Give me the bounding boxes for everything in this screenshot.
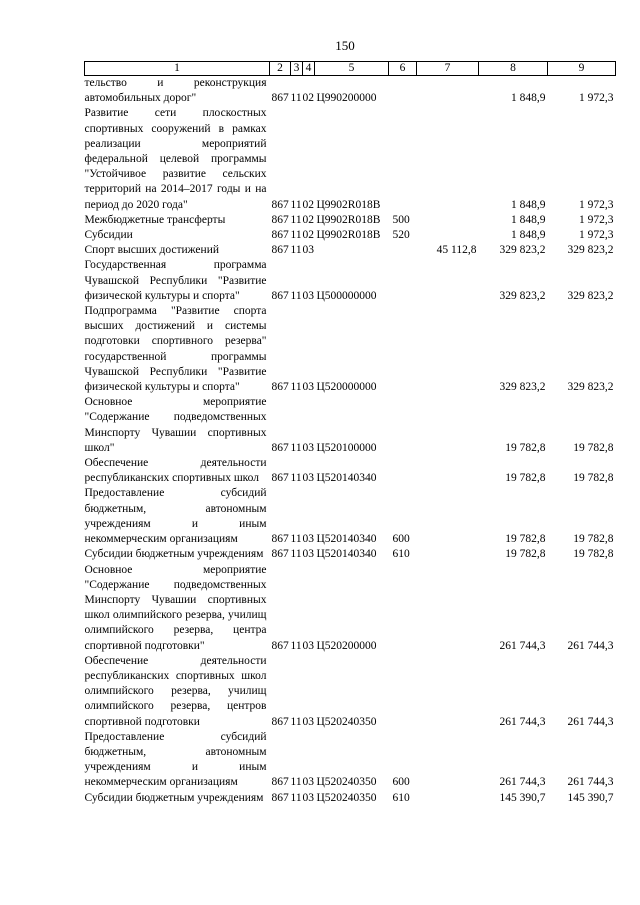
section-code: 11 [290, 244, 302, 257]
row-name: Подпрограмма "Развитие спорта высших достижений и системы подготовки спортивного резерва" государственной программы Чувашской Республики "Развитие физической культуры и спорта" [84, 305, 267, 394]
amount-col-7 [417, 486, 479, 547]
section-code: 11 [290, 639, 302, 652]
amount-col-9: 329 823,2 [567, 289, 614, 302]
department-code: 867 [271, 198, 289, 211]
column-header-7: 7 [417, 62, 479, 76]
subsection-code: 03 [302, 791, 314, 804]
target-article-code: Ц520240350 [316, 791, 377, 804]
row-name: Государственная программа Чувашской Республики "Развитие физической культуры и спорта" [84, 259, 267, 302]
target-article-code: Ц520240350 [316, 776, 377, 789]
amount-col-8: 329 823,2 [499, 289, 546, 302]
amount-col-7 [417, 228, 479, 243]
amount-col-8: 19 782,8 [505, 472, 546, 485]
section-code: 11 [290, 791, 302, 804]
expense-type-code [389, 456, 417, 486]
amount-col-9: 329 823,2 [567, 244, 614, 257]
amount-col-8: 261 744,3 [499, 776, 546, 789]
row-name: Основное мероприятие "Содержание подведомственных Минспорту Чувашии спортивных школ" [84, 396, 267, 454]
table-row [85, 243, 616, 258]
amount-col-7 [417, 547, 479, 562]
amount-col-7: 45 112,8 [436, 244, 477, 257]
budget-table [84, 61, 616, 806]
table-row [85, 456, 616, 486]
row-name: Спорт высших достижений [84, 244, 220, 257]
table-row [85, 76, 616, 107]
subsection-code: 03 [302, 441, 314, 454]
expense-type-code: 520 [392, 229, 410, 242]
amount-col-7 [417, 395, 479, 456]
row-name: Предоставление субсидий бюджетным, автономным учреждениям и иным некоммерческим организациям [84, 487, 267, 546]
expense-type-code [389, 563, 417, 654]
column-header-6: 6 [389, 62, 417, 76]
amount-col-9: 329 823,2 [567, 381, 614, 394]
amount-col-9: 261 744,3 [567, 639, 614, 652]
department-code: 867 [271, 244, 289, 257]
amount-col-7 [417, 76, 479, 107]
amount-col-7 [417, 456, 479, 486]
amount-col-7 [417, 791, 479, 806]
amount-col-8: 261 744,3 [499, 639, 546, 652]
table-row [85, 730, 616, 791]
column-header-4: 4 [303, 62, 315, 76]
table-row [85, 547, 616, 562]
row-name: тельство и реконструкция автомобильных дорог" [84, 77, 267, 105]
amount-col-8: 1 848,9 [511, 198, 546, 211]
subsection-code: 03 [302, 289, 314, 302]
expense-type-code: 610 [392, 791, 410, 804]
department-code: 867 [271, 213, 289, 226]
department-code: 867 [271, 639, 289, 652]
subsection-code: 02 [302, 92, 314, 105]
department-code: 867 [271, 441, 289, 454]
section-code: 11 [290, 548, 302, 561]
department-code: 867 [271, 472, 289, 485]
table-row [85, 304, 616, 395]
target-article-code: Ц9902R018В [316, 198, 381, 211]
department-code: 867 [271, 229, 289, 242]
expense-type-code: 500 [392, 213, 410, 226]
amount-col-8: 19 782,8 [505, 533, 546, 546]
subsection-code: 03 [302, 776, 314, 789]
amount-col-9: 19 782,8 [573, 472, 614, 485]
department-code: 867 [271, 776, 289, 789]
column-header-1: 1 [85, 62, 270, 76]
amount-col-8: 261 744,3 [499, 715, 546, 728]
target-article-code: Ц990200000 [316, 92, 377, 105]
subsection-code: 02 [302, 229, 314, 242]
amount-col-7 [417, 106, 479, 212]
table-row [85, 395, 616, 456]
target-article-code: Ц520140340 [316, 548, 377, 561]
target-article-code: Ц520000000 [316, 381, 377, 394]
section-code: 11 [290, 213, 302, 226]
section-code: 11 [290, 229, 302, 242]
amount-col-9: 1 972,3 [579, 213, 614, 226]
row-name: Обеспечение деятельности республиканских спортивных школ [84, 457, 267, 485]
table-body [85, 76, 616, 806]
target-article-code: Ц520140340 [316, 472, 377, 485]
expense-type-code [389, 395, 417, 456]
expense-type-code [389, 304, 417, 395]
table-row [85, 654, 616, 730]
column-header-9: 9 [548, 62, 616, 76]
column-header-8: 8 [479, 62, 548, 76]
section-code: 11 [290, 198, 302, 211]
row-name: Развитие сети плоскостных спортивных сооружений в рамках реализации мероприятий федеральной целевой программы "Устойчивое развитие сельских территорий на 2014–2017 годы и на период до 2020 года" [84, 107, 267, 211]
page-number: 150 [335, 38, 355, 53]
section-code: 11 [290, 533, 302, 546]
table-row [85, 228, 616, 243]
target-article-code: Ц9902R018В [316, 213, 381, 226]
row-name: Обеспечение деятельности республиканских спортивных школ олимпийского резерва, училищ олимпийского резерва, центров спортивной подготовки [84, 654, 267, 728]
amount-col-8: 329 823,2 [499, 244, 546, 257]
table-row [85, 563, 616, 654]
table-row [85, 106, 616, 212]
target-article-code [315, 243, 389, 258]
subsection-code: 03 [302, 472, 314, 485]
department-code: 867 [271, 381, 289, 394]
amount-col-8: 329 823,2 [499, 381, 546, 394]
table-row [85, 486, 616, 547]
section-code: 11 [290, 472, 302, 485]
expense-type-code [389, 76, 417, 107]
subsection-code: 03 [302, 533, 314, 546]
amount-col-9: 19 782,8 [573, 441, 614, 454]
expense-type-code: 600 [392, 776, 410, 789]
department-code: 867 [271, 548, 289, 561]
subsection-code: 03 [302, 244, 314, 257]
amount-col-7 [417, 213, 479, 228]
amount-col-9: 1 972,3 [579, 92, 614, 105]
amount-col-7 [417, 304, 479, 395]
row-name: Субсидии бюджетным учреждениям [84, 548, 264, 561]
section-code: 11 [290, 715, 302, 728]
expense-type-code: 610 [392, 548, 410, 561]
subsection-code: 02 [302, 198, 314, 211]
amount-col-8: 145 390,7 [499, 791, 546, 804]
table-row [85, 791, 616, 806]
row-name: Межбюджетные трансферты [84, 213, 226, 226]
target-article-code: Ц9902R018В [316, 229, 381, 242]
column-header-2: 2 [270, 62, 291, 76]
expense-type-code: 600 [392, 533, 410, 546]
target-article-code: Ц520200000 [316, 639, 377, 652]
subsection-code: 03 [302, 715, 314, 728]
amount-col-9: 145 390,7 [567, 791, 614, 804]
amount-col-7 [417, 563, 479, 654]
section-code: 11 [290, 92, 302, 105]
section-code: 11 [290, 776, 302, 789]
row-name: Предоставление субсидий бюджетным, автономным учреждениям и иным некоммерческим организациям [84, 730, 267, 789]
section-code: 11 [290, 441, 302, 454]
target-article-code: Ц500000000 [316, 289, 377, 302]
amount-col-8: 1 848,9 [511, 213, 546, 226]
expense-type-code [389, 258, 417, 304]
department-code: 867 [271, 533, 289, 546]
column-header-5: 5 [315, 62, 389, 76]
table-row [85, 258, 616, 304]
expense-type-code [389, 654, 417, 730]
expense-type-code [389, 243, 417, 258]
amount-col-9: 1 972,3 [579, 198, 614, 211]
amount-col-9: 19 782,8 [573, 548, 614, 561]
amount-col-8: 19 782,8 [505, 548, 546, 561]
section-code: 11 [290, 381, 302, 394]
subsection-code: 03 [302, 381, 314, 394]
target-article-code: Ц520140340 [316, 533, 377, 546]
subsection-code: 02 [302, 213, 314, 226]
amount-col-7 [417, 258, 479, 304]
section-code: 11 [290, 289, 302, 302]
row-name: Основное мероприятие "Содержание подведомственных Минспорту Чувашии спортивных школ олимпийского резерва, училищ олимпийского резерва, центра спортивной подготовки" [84, 563, 267, 652]
amount-col-8: 19 782,8 [505, 441, 546, 454]
department-code: 867 [271, 715, 289, 728]
row-name: Субсидии бюджетным учреждениям [84, 791, 264, 804]
table-row [85, 213, 616, 228]
department-code: 867 [271, 92, 289, 105]
amount-col-8: 1 848,9 [511, 92, 546, 105]
target-article-code: Ц520240350 [316, 715, 377, 728]
table-header-row [85, 62, 616, 76]
amount-col-9: 261 744,3 [567, 776, 614, 789]
department-code: 867 [271, 791, 289, 804]
subsection-code: 03 [302, 548, 314, 561]
amount-col-9: 19 782,8 [573, 533, 614, 546]
expense-type-code [389, 106, 417, 212]
target-article-code: Ц520100000 [316, 441, 377, 454]
column-header-3: 3 [291, 62, 303, 76]
amount-col-9: 261 744,3 [567, 715, 614, 728]
subsection-code: 03 [302, 639, 314, 652]
amount-col-9: 1 972,3 [579, 229, 614, 242]
amount-col-7 [417, 654, 479, 730]
row-name: Субсидии [84, 229, 133, 242]
amount-col-8: 1 848,9 [511, 229, 546, 242]
amount-col-7 [417, 730, 479, 791]
department-code: 867 [271, 289, 289, 302]
